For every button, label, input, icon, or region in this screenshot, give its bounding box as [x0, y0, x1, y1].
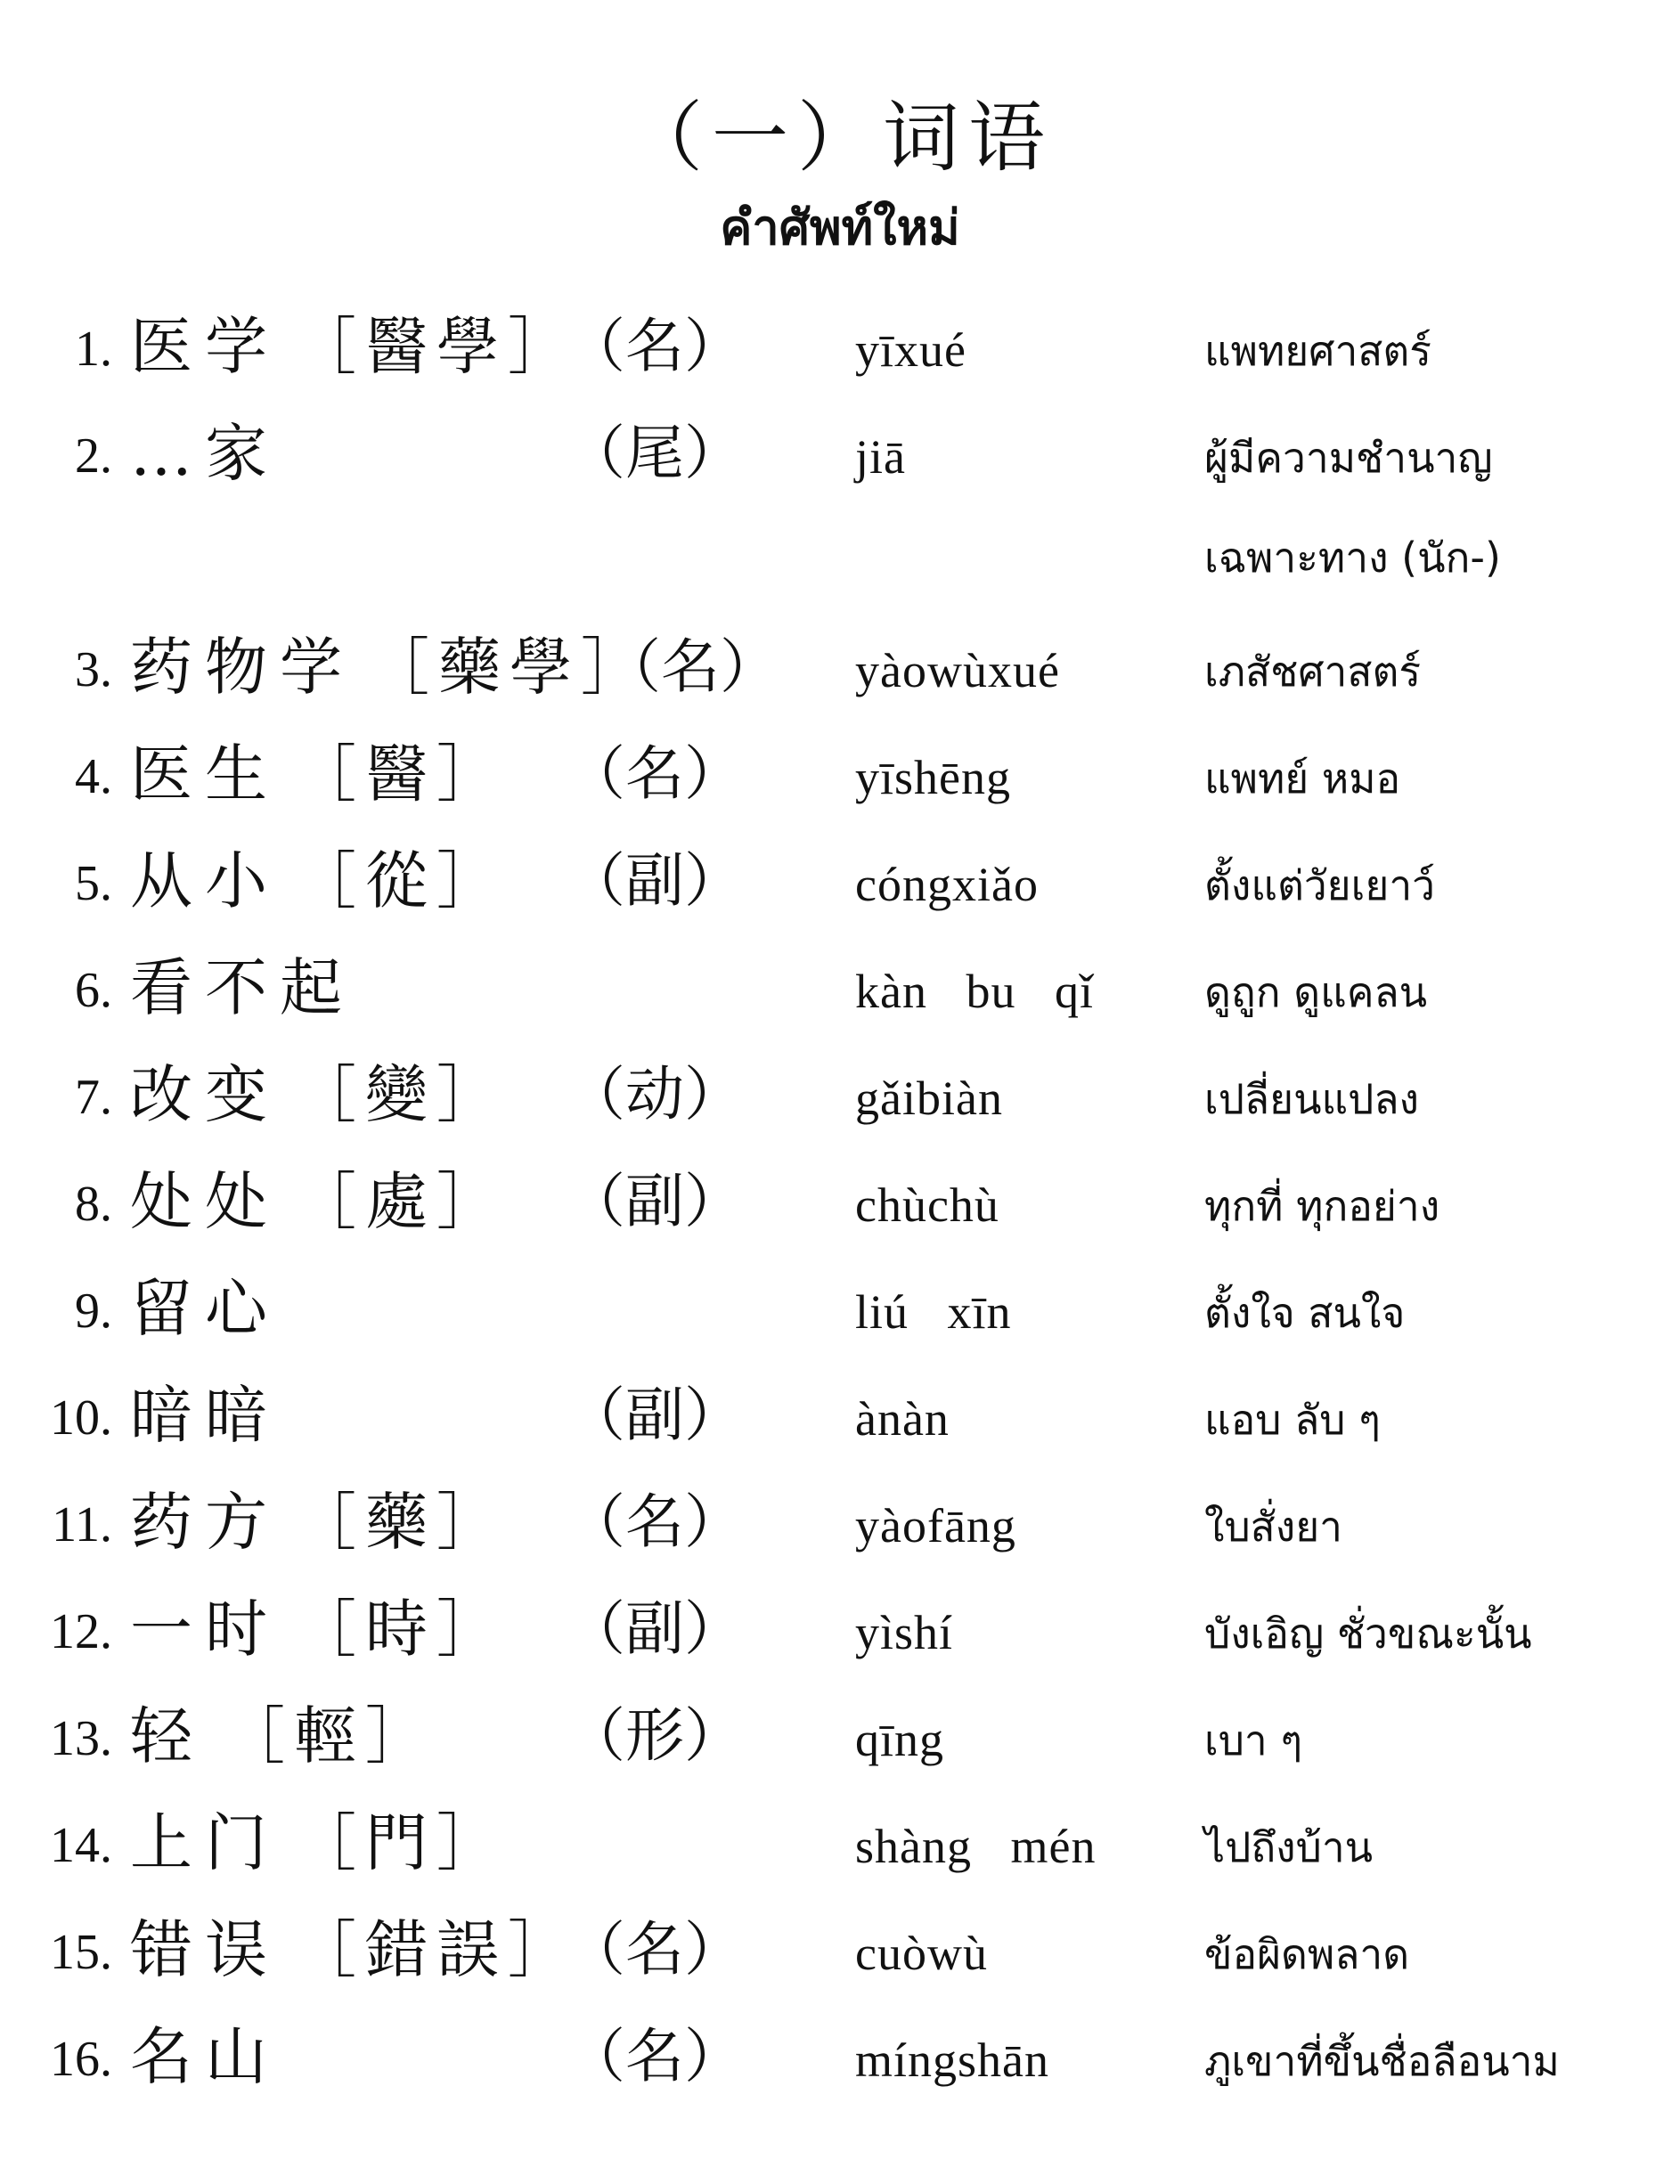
- entry-number: 2.: [75, 428, 112, 484]
- vocab-row: [0, 419, 1680, 632]
- traditional-form: ［處］: [294, 1165, 508, 1238]
- simplified-word: 改变: [130, 1058, 280, 1131]
- pinyin: cóngxiǎo: [855, 858, 1039, 911]
- pinyin: yīxué: [855, 323, 966, 377]
- traditional-form: ［藥］: [294, 1486, 508, 1559]
- entry-number: 9.: [75, 1284, 112, 1339]
- traditional-form: ［門］: [294, 1806, 508, 1879]
- simplified-word: 看不起: [130, 951, 355, 1024]
- traditional-form: ［醫學］: [294, 310, 579, 383]
- pinyin: jiā: [855, 430, 906, 484]
- pinyin: shàng mén: [855, 1820, 1097, 1873]
- entry-number: 13.: [50, 1711, 112, 1766]
- entry-number: 6.: [75, 963, 112, 1018]
- thai-meaning: เภสัชศาสตร์: [1204, 648, 1422, 696]
- simplified-word: …家: [130, 417, 280, 490]
- simplified-word: 处处: [130, 1165, 280, 1238]
- entry-number: 11.: [52, 1497, 112, 1552]
- simplified-word: 轻: [130, 1699, 205, 1772]
- pinyin: yīshēng: [855, 751, 1011, 804]
- traditional-form: ［時］: [294, 1593, 508, 1666]
- vocab-row: [0, 312, 1680, 419]
- pinyin: yàofāng: [855, 1499, 1016, 1552]
- simplified-word: 医生: [130, 738, 280, 811]
- simplified-word: 留心: [130, 1272, 280, 1345]
- vocab-row: [0, 1487, 1680, 1594]
- simplified-word: 暗暗: [130, 1379, 280, 1452]
- thai-meaning: ดูถูก ดูแคลน: [1204, 968, 1428, 1016]
- pinyin: gǎibiàn: [855, 1072, 1003, 1125]
- pinyin: liú xīn: [855, 1285, 1012, 1339]
- vocab-row: [0, 1274, 1680, 1381]
- pinyin: yìshí: [855, 1606, 954, 1659]
- simplified-word: 错误: [130, 1913, 280, 1986]
- simplified-word: 上门: [130, 1806, 280, 1879]
- entry-number: 12.: [50, 1604, 112, 1659]
- vocab-row: [0, 1701, 1680, 1808]
- vocab-row: [0, 1167, 1680, 1274]
- thai-meaning: เบา ๆ: [1204, 1716, 1303, 1764]
- vocab-row: [0, 2022, 1680, 2129]
- part-of-speech: （形）: [567, 1701, 743, 1770]
- thai-meaning: ทุกที่ ทุกอย่าง: [1204, 1182, 1440, 1230]
- pinyin: kàn bu qǐ: [855, 965, 1094, 1018]
- entry-number: 1.: [75, 322, 112, 377]
- traditional-form: ［變］: [294, 1058, 508, 1131]
- entry-number: 7.: [75, 1070, 112, 1125]
- vocab-row: [0, 1915, 1680, 2022]
- vocab-row: [0, 1808, 1680, 1915]
- part-of-speech: （名）: [567, 739, 743, 808]
- thai-meaning: ข้อผิดพลาด: [1204, 1930, 1410, 1978]
- thai-meaning-continued: เฉพาะทาง (นัก-): [1204, 534, 1501, 582]
- part-of-speech: （名）: [602, 632, 779, 701]
- part-of-speech: （副）: [567, 846, 743, 915]
- simplified-word: 从小: [130, 844, 280, 917]
- vocab-row: [0, 739, 1680, 846]
- part-of-speech: （名）: [567, 1915, 743, 1984]
- vocab-row: [0, 1060, 1680, 1167]
- thai-meaning: แพทย์ หมอ: [1204, 754, 1401, 803]
- vocabulary-list: [0, 312, 1680, 2129]
- vocab-row: [0, 846, 1680, 953]
- simplified-word: 一时: [130, 1593, 280, 1666]
- pinyin: yàowùxué: [855, 644, 1060, 697]
- thai-meaning: ตั้งแต่วัยเยาว์: [1204, 861, 1435, 909]
- pinyin: míngshān: [855, 2033, 1049, 2087]
- thai-meaning: ภูเขาที่ขึ้นชื่อลือนาม: [1204, 2037, 1560, 2085]
- entry-number: 14.: [50, 1818, 112, 1873]
- part-of-speech: （尾）: [567, 419, 743, 487]
- traditional-form: ［藥學］: [367, 631, 652, 704]
- part-of-speech: （副）: [567, 1381, 743, 1449]
- thai-meaning: ใบสั่งยา: [1204, 1503, 1342, 1551]
- thai-meaning: บังเอิญ ชั่วขณะนั้น: [1204, 1609, 1532, 1658]
- vocab-row: [0, 1381, 1680, 1487]
- thai-meaning: เปลี่ยนแปลง: [1204, 1075, 1420, 1123]
- vocab-row: [0, 632, 1680, 739]
- section-subtitle: คำศัพท์ใหม่: [720, 200, 960, 256]
- simplified-word: 名山: [130, 2020, 280, 2093]
- traditional-form: ［醫］: [294, 738, 508, 811]
- entry-number: 4.: [75, 749, 112, 804]
- part-of-speech: （名）: [567, 312, 743, 380]
- traditional-form: ［輕］: [223, 1699, 436, 1772]
- entry-number: 8.: [75, 1177, 112, 1232]
- pinyin: ànàn: [855, 1392, 950, 1446]
- part-of-speech: （名）: [567, 2022, 743, 2090]
- thai-meaning: ตั้งใจ สนใจ: [1204, 1289, 1406, 1337]
- thai-meaning: แพทยศาสตร์: [1204, 327, 1431, 375]
- pinyin: qīng: [855, 1713, 945, 1766]
- entry-number: 5.: [75, 856, 112, 911]
- thai-meaning: ผู้มีความชำนาญ: [1204, 434, 1493, 482]
- simplified-word: 医学: [130, 310, 280, 383]
- vocab-row: [0, 1594, 1680, 1701]
- thai-meaning: ไปถึงบ้าน: [1204, 1823, 1374, 1871]
- thai-meaning: แอบ ลับ ๆ: [1204, 1396, 1381, 1444]
- section-title: （一）词语: [626, 94, 1054, 183]
- simplified-word: 药方: [130, 1486, 280, 1559]
- entry-number: 3.: [75, 642, 112, 697]
- entry-number: 10.: [50, 1390, 112, 1446]
- entry-number: 16.: [50, 2032, 112, 2087]
- traditional-form: ［從］: [294, 844, 508, 917]
- part-of-speech: （副）: [567, 1594, 743, 1663]
- part-of-speech: （副）: [567, 1167, 743, 1235]
- pinyin: chùchù: [855, 1178, 999, 1232]
- part-of-speech: （名）: [567, 1487, 743, 1556]
- entry-number: 15.: [50, 1925, 112, 1980]
- traditional-form: ［錯誤］: [294, 1913, 579, 1986]
- part-of-speech: （动）: [567, 1060, 743, 1129]
- pinyin: cuòwù: [855, 1927, 988, 1980]
- vocab-row: [0, 953, 1680, 1060]
- simplified-word: 药物学: [130, 631, 355, 704]
